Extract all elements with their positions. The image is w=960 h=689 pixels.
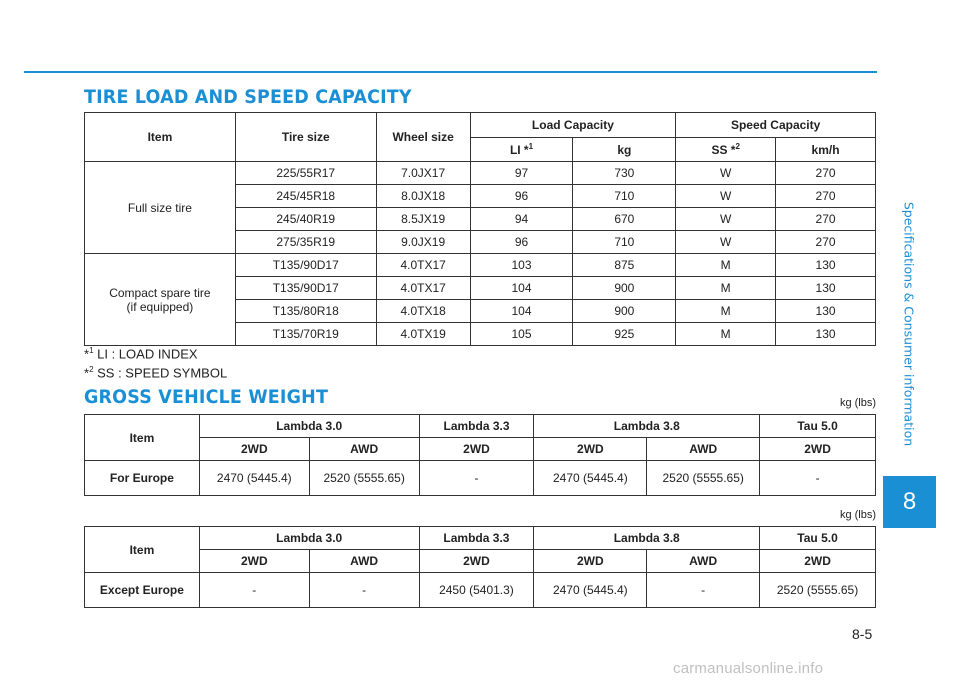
header-drive: AWD xyxy=(309,550,419,573)
cell-li: 105 xyxy=(470,323,573,346)
chapter-number: 8 xyxy=(902,488,917,515)
cell-tire: 275/35R19 xyxy=(235,231,376,254)
cell-kg: 875 xyxy=(573,254,676,277)
section-title-gross-vehicle-weight: GROSS VEHICLE WEIGHT xyxy=(84,386,329,408)
cell-wheel: 8.0JX18 xyxy=(376,185,470,208)
cell-weight: 2520 (5555.65) xyxy=(309,461,419,496)
cell-weight: 2520 (5555.65) xyxy=(647,461,760,496)
section-title-tire-load: TIRE LOAD AND SPEED CAPACITY xyxy=(84,86,412,108)
cell-kmh: 130 xyxy=(776,254,876,277)
table-header-row xyxy=(85,527,876,550)
cell-weight: - xyxy=(199,573,309,608)
cell-wheel: 4.0TX18 xyxy=(376,300,470,323)
cell-ss: M xyxy=(676,300,776,323)
cell-li: 97 xyxy=(470,162,573,185)
footnote-mark: * xyxy=(84,365,90,381)
row-label: Except Europe xyxy=(85,573,200,608)
cell-kmh: 130 xyxy=(776,323,876,346)
chapter-side-title-text: Specifications & Consumer information xyxy=(901,201,917,447)
cell-tire: T135/90D17 xyxy=(235,254,376,277)
cell-weight: - xyxy=(309,573,419,608)
page-number: 8-5 xyxy=(852,626,873,642)
header-wheel-size: Wheel size xyxy=(376,113,470,162)
header-tire-size: Tire size xyxy=(235,113,376,162)
cell-tire: 245/45R18 xyxy=(235,185,376,208)
group-label: Full size tire xyxy=(127,200,192,215)
cell-li: 104 xyxy=(470,277,573,300)
header-drive: 2WD xyxy=(534,550,647,573)
cell-tire: 225/55R17 xyxy=(235,162,376,185)
footnote-text: LI : LOAD INDEX xyxy=(93,346,198,362)
cell-kmh: 270 xyxy=(776,162,876,185)
cell-tire: T135/80R18 xyxy=(235,300,376,323)
table-subheader-row xyxy=(85,550,876,573)
cell-li: 94 xyxy=(470,208,573,231)
tire-load-speed-table xyxy=(84,112,876,346)
cell-wheel: 4.0TX19 xyxy=(376,323,470,346)
table-row xyxy=(85,461,876,496)
cell-weight: 2470 (5445.4) xyxy=(534,461,647,496)
cell-wheel: 9.0JX19 xyxy=(376,231,470,254)
cell-wheel: 4.0TX17 xyxy=(376,277,470,300)
table-header-row xyxy=(85,113,876,138)
gvw-table-except-europe xyxy=(84,526,876,608)
cell-kg: 900 xyxy=(573,277,676,300)
group-label-cell xyxy=(85,254,236,346)
footnotes xyxy=(84,343,227,382)
cell-wheel: 8.5JX19 xyxy=(376,208,470,231)
header-drive: 2WD xyxy=(419,438,534,461)
cell-kg: 730 xyxy=(573,162,676,185)
table-row xyxy=(85,573,876,608)
header-li-label: LI * xyxy=(509,143,529,157)
cell-kg: 925 xyxy=(573,323,676,346)
cell-kg: 900 xyxy=(573,300,676,323)
row-label: For Europe xyxy=(85,461,200,496)
table-row xyxy=(85,254,876,277)
cell-li: 103 xyxy=(470,254,573,277)
header-engine: Lambda 3.8 xyxy=(534,527,760,550)
cell-tire: T135/90D17 xyxy=(235,277,376,300)
footnote-mark: * xyxy=(84,346,90,362)
table-header-row xyxy=(85,415,876,438)
header-li xyxy=(470,138,573,162)
header-item: Item xyxy=(85,527,200,573)
group-label-cell xyxy=(85,162,236,254)
cell-kmh: 270 xyxy=(776,185,876,208)
cell-weight: - xyxy=(419,461,534,496)
header-drive: 2WD xyxy=(534,438,647,461)
cell-wheel: 4.0TX17 xyxy=(376,254,470,277)
header-kmh: km/h xyxy=(776,138,876,162)
chapter-tab xyxy=(883,476,936,528)
header-engine: Lambda 3.0 xyxy=(199,527,419,550)
cell-ss: W xyxy=(676,162,776,185)
footnote-text: SS : SPEED SYMBOL xyxy=(93,365,228,381)
cell-kmh: 130 xyxy=(776,277,876,300)
cell-kmh: 270 xyxy=(776,208,876,231)
cell-kmh: 270 xyxy=(776,231,876,254)
header-engine: Lambda 3.0 xyxy=(199,415,419,438)
cell-li: 96 xyxy=(470,185,573,208)
group-label-sub: (if equipped) xyxy=(126,299,194,314)
unit-label: kg (lbs) xyxy=(839,509,876,521)
header-drive: 2WD xyxy=(760,550,876,573)
cell-li: 104 xyxy=(470,300,573,323)
header-li-sup: 1 xyxy=(528,142,534,151)
cell-weight: - xyxy=(760,461,876,496)
header-speed-capacity: Speed Capacity xyxy=(676,113,876,138)
cell-ss: M xyxy=(676,254,776,277)
cell-kg: 710 xyxy=(573,185,676,208)
header-drive: 2WD xyxy=(199,438,309,461)
cell-tire: 245/40R19 xyxy=(235,208,376,231)
cell-weight: 2520 (5555.65) xyxy=(760,573,876,608)
header-item: Item xyxy=(85,415,200,461)
header-item: Item xyxy=(85,113,236,162)
cell-tire: T135/70R19 xyxy=(235,323,376,346)
cell-weight: 2470 (5445.4) xyxy=(534,573,647,608)
cell-kg: 670 xyxy=(573,208,676,231)
header-engine: Lambda 3.3 xyxy=(419,527,534,550)
header-drive: AWD xyxy=(647,550,760,573)
header-ss-sup: 2 xyxy=(735,142,740,151)
header-engine: Lambda 3.3 xyxy=(419,415,534,438)
table-row xyxy=(85,162,876,185)
top-rule xyxy=(24,71,877,73)
header-load-capacity: Load Capacity xyxy=(470,113,676,138)
header-ss xyxy=(676,138,776,162)
header-drive: 2WD xyxy=(760,438,876,461)
tire-table-body xyxy=(85,162,876,346)
footnote-1 xyxy=(84,343,227,362)
header-engine: Tau 5.0 xyxy=(760,527,876,550)
cell-weight: - xyxy=(647,573,760,608)
group-label: Compact spare tire xyxy=(109,285,211,300)
footnote-2 xyxy=(84,362,227,381)
cell-ss: M xyxy=(676,323,776,346)
header-drive: 2WD xyxy=(199,550,309,573)
gvw-table-europe xyxy=(84,414,876,496)
footnote-sup: 2 xyxy=(89,365,94,375)
cell-ss: W xyxy=(676,231,776,254)
header-kg: kg xyxy=(573,138,676,162)
cell-kmh: 130 xyxy=(776,300,876,323)
cell-weight: 2450 (5401.3) xyxy=(419,573,534,608)
header-drive: 2WD xyxy=(419,550,534,573)
cell-weight: 2470 (5445.4) xyxy=(199,461,309,496)
footnote-sup: 1 xyxy=(89,346,94,355)
unit-label: kg (lbs) xyxy=(839,397,876,409)
watermark: carmanualsonline.info xyxy=(673,660,824,677)
header-engine: Tau 5.0 xyxy=(760,415,876,438)
header-engine: Lambda 3.8 xyxy=(534,415,760,438)
header-ss-label: SS * xyxy=(711,143,736,157)
cell-li: 96 xyxy=(470,231,573,254)
table-subheader-row xyxy=(85,438,876,461)
header-drive: AWD xyxy=(647,438,760,461)
header-drive: AWD xyxy=(309,438,419,461)
cell-wheel: 7.0JX17 xyxy=(376,162,470,185)
cell-ss: M xyxy=(676,277,776,300)
cell-kg: 710 xyxy=(573,231,676,254)
cell-ss: W xyxy=(676,208,776,231)
cell-ss: W xyxy=(676,185,776,208)
